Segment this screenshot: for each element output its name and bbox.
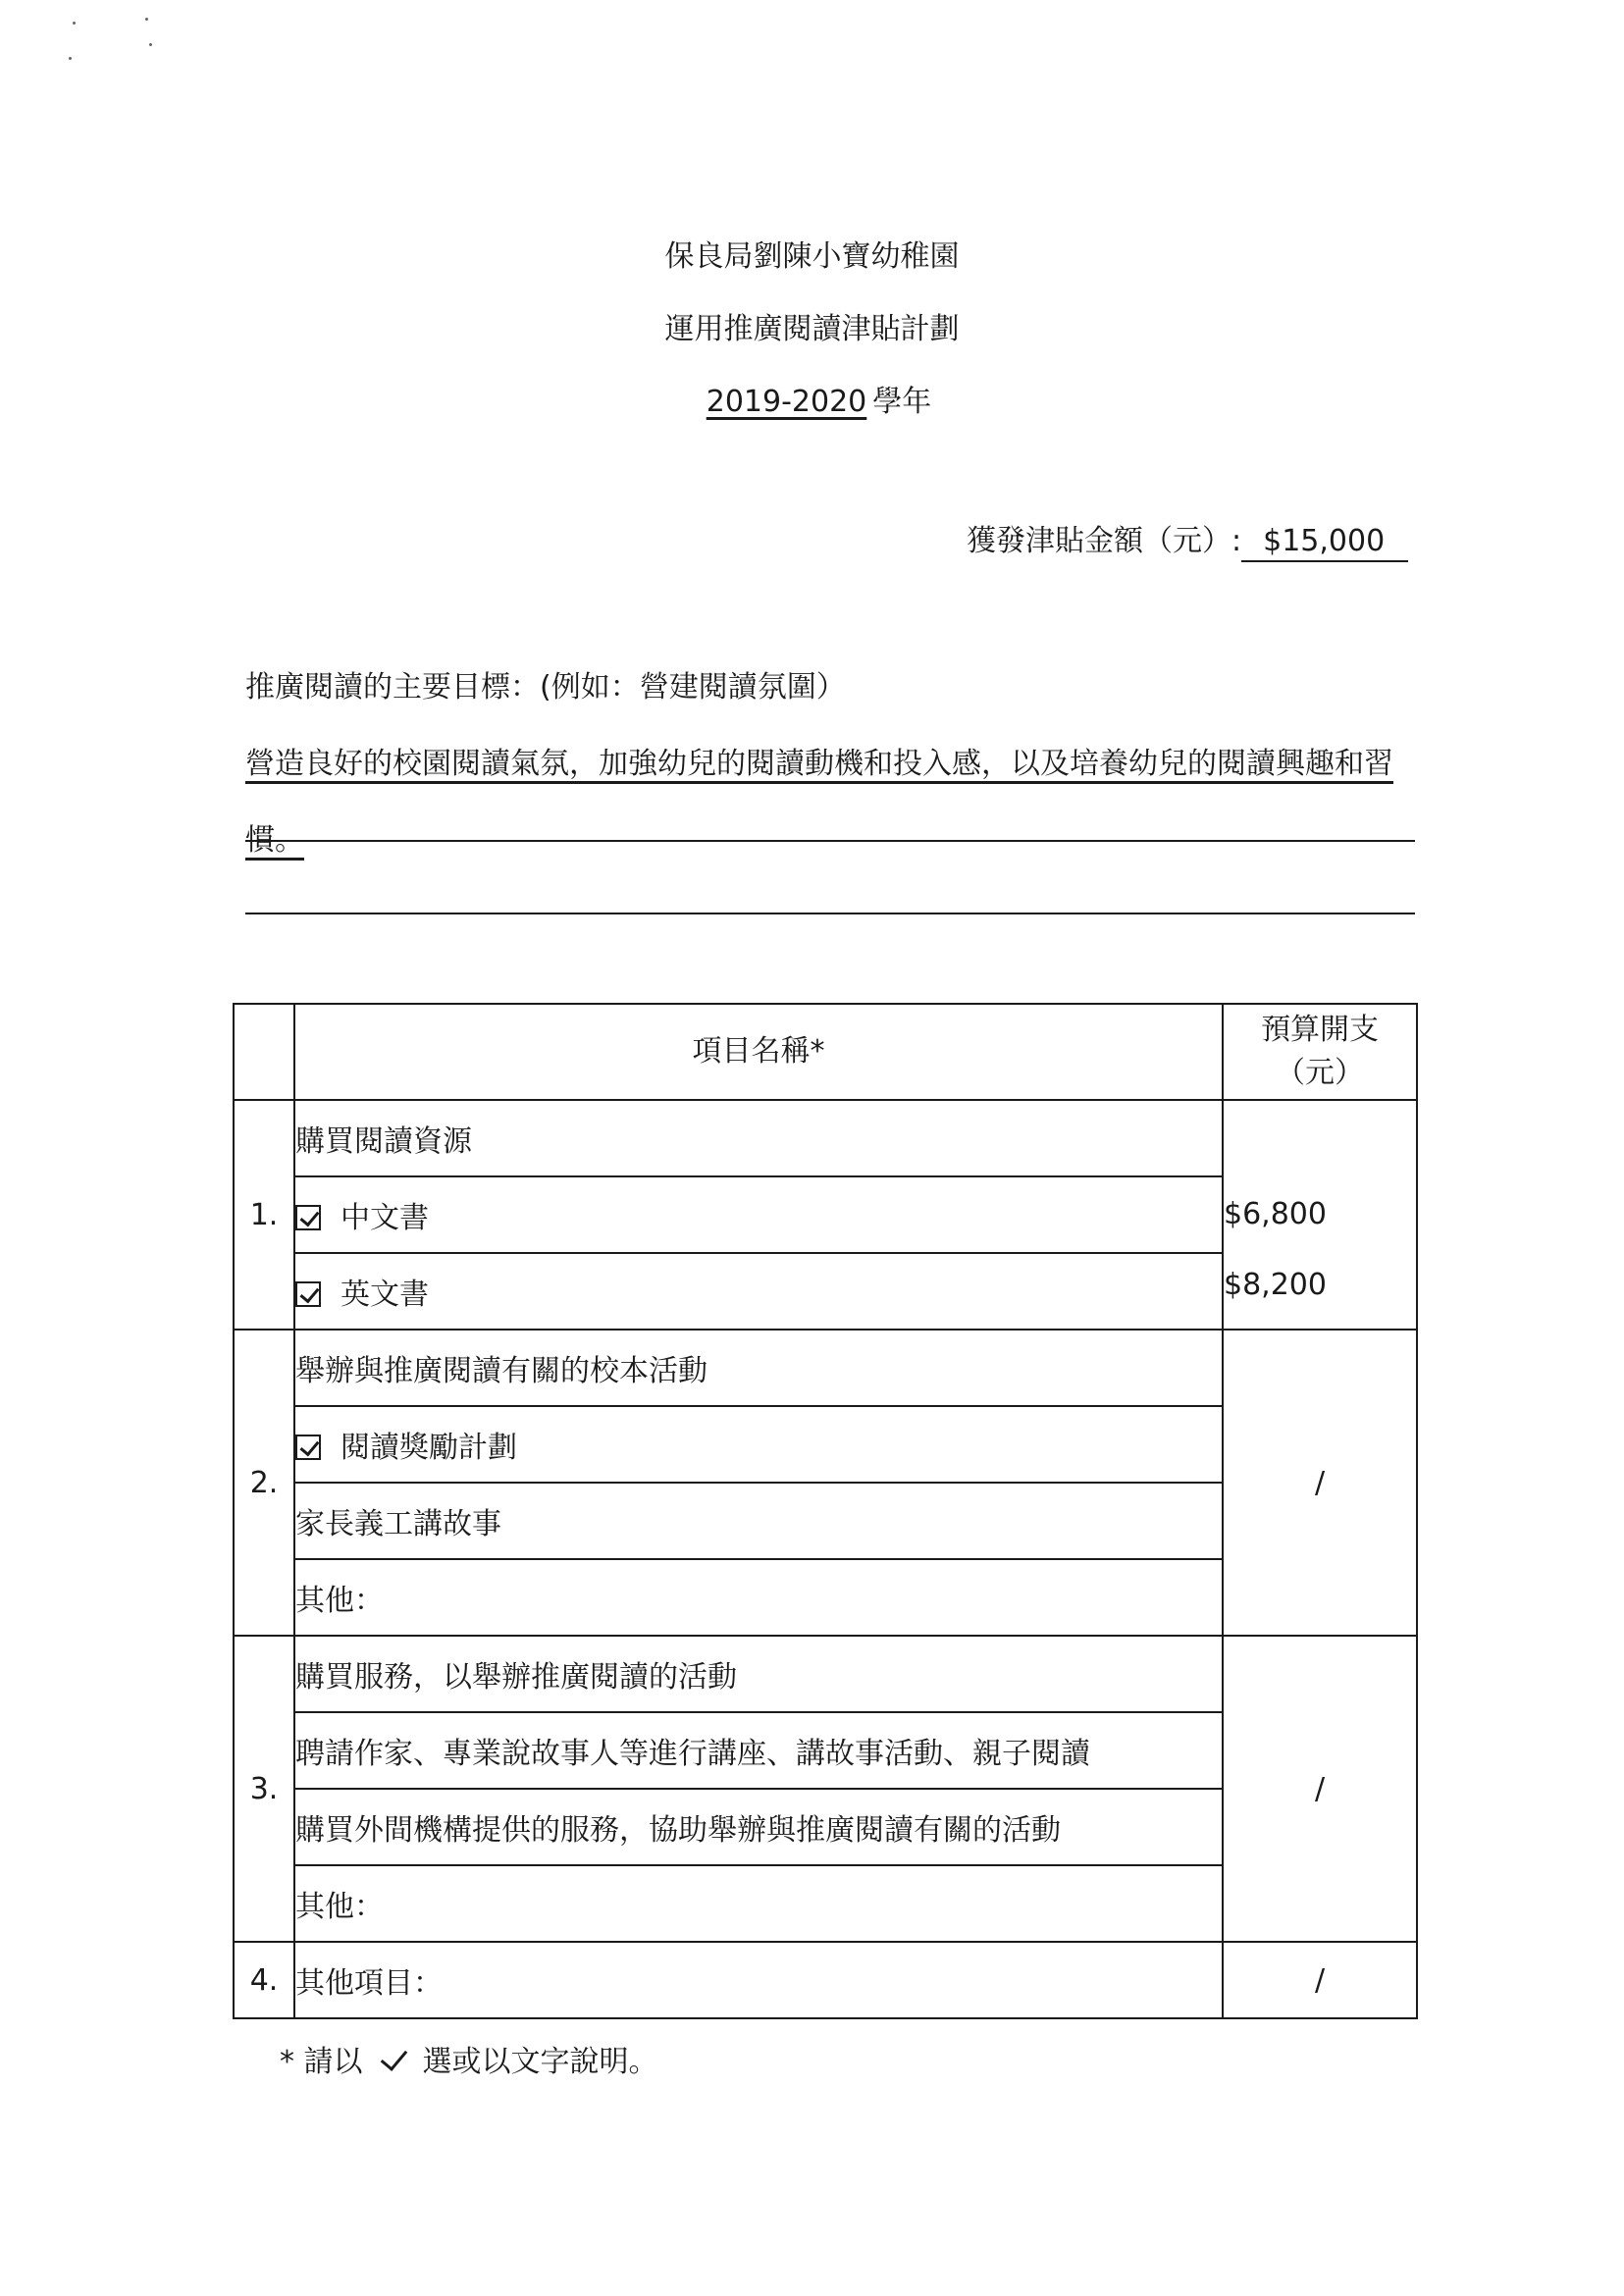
section-title: 舉辦與推廣閱讀有關的校本活動 xyxy=(294,1330,1223,1406)
scan-speck xyxy=(69,57,72,60)
section-title: 購買服務，以舉辦推廣閱讀的活動 xyxy=(294,1636,1223,1712)
objective-label: 推廣閱讀的主要目標：(例如：營建閱讀氛圍） xyxy=(245,670,846,704)
table-row xyxy=(234,1636,1417,1712)
header-number-cell xyxy=(234,1004,294,1100)
footnote xyxy=(280,2037,658,2080)
objective-text-block xyxy=(245,726,1415,879)
objective-underline-1 xyxy=(245,840,1415,842)
section-1-budget-cell xyxy=(1223,1100,1417,1330)
item-label: 英文書 xyxy=(341,1278,429,1312)
section-title: 其他項目： xyxy=(294,1942,1223,2018)
objective-underline-2 xyxy=(245,913,1415,914)
item-cell xyxy=(294,1406,1223,1483)
table-row xyxy=(234,1942,1417,2018)
section-number: 3. xyxy=(234,1636,294,1942)
budget-value: $8,200 xyxy=(1224,1268,1327,1302)
budget-table xyxy=(233,1003,1418,2019)
header-budget-line1: 預算開支 xyxy=(1261,1013,1379,1047)
school-year-line xyxy=(0,377,1624,420)
footnote-suffix: 選或以文字說明。 xyxy=(422,2045,658,2079)
section-number: 1. xyxy=(234,1100,294,1330)
section-title: 購買閱讀資源 xyxy=(294,1100,1223,1176)
item-label: 購買外間機構提供的服務，協助舉辦與推廣閱讀有關的活動 xyxy=(294,1789,1223,1865)
section-number: 2. xyxy=(234,1330,294,1636)
school-year: 2019-2020 xyxy=(706,385,867,419)
item-label: 中文書 xyxy=(341,1201,429,1235)
table-header-row xyxy=(234,1004,1417,1100)
item-label: 閱讀獎勵計劃 xyxy=(341,1431,517,1465)
scan-speck xyxy=(73,22,76,25)
budget-value: $6,800 xyxy=(1224,1197,1327,1231)
checked-box-icon xyxy=(295,1205,321,1230)
item-label: 聘請作家、專業說故事人等進行講座、講故事活動、親子閱讀 xyxy=(294,1712,1223,1789)
scan-speck xyxy=(145,18,148,21)
school-name: 保良局劉陳小寶幼稚園 xyxy=(664,239,960,274)
header-item: 項目名稱* xyxy=(294,1004,1223,1100)
school-year-suffix: 學年 xyxy=(872,385,932,419)
scan-speck xyxy=(149,43,152,46)
grant-amount: $15,000 xyxy=(1241,523,1408,562)
budget-value: / xyxy=(1223,1330,1417,1636)
item-label: 家長義工講故事 xyxy=(294,1483,1223,1559)
header-budget-line2: （元） xyxy=(1276,1056,1364,1090)
checked-box-icon xyxy=(295,1281,321,1307)
plan-title: 運用推廣閱讀津貼計劃 xyxy=(664,312,960,346)
item-cell xyxy=(294,1176,1223,1253)
checked-box-icon xyxy=(295,1435,321,1460)
objective-text: 營造良好的校園閱讀氣氛，加強幼兒的閱讀動機和投入感，以及培養幼兒的閱讀興趣和習慣。 xyxy=(245,747,1393,858)
item-label: 其他： xyxy=(294,1865,1223,1942)
checkmark-icon xyxy=(380,2043,407,2071)
table-row xyxy=(234,1100,1417,1176)
grant-amount-line xyxy=(967,516,1408,562)
section-number: 4. xyxy=(234,1942,294,2018)
item-label: 其他： xyxy=(294,1559,1223,1636)
grant-label: 獲發津貼金額（元）: xyxy=(967,524,1242,558)
budget-value: / xyxy=(1223,1636,1417,1942)
footnote-prefix: * 請以 xyxy=(280,2045,363,2079)
item-cell xyxy=(294,1253,1223,1330)
table-row xyxy=(234,1330,1417,1406)
budget-value: / xyxy=(1223,1942,1417,2018)
header-budget xyxy=(1223,1004,1417,1100)
